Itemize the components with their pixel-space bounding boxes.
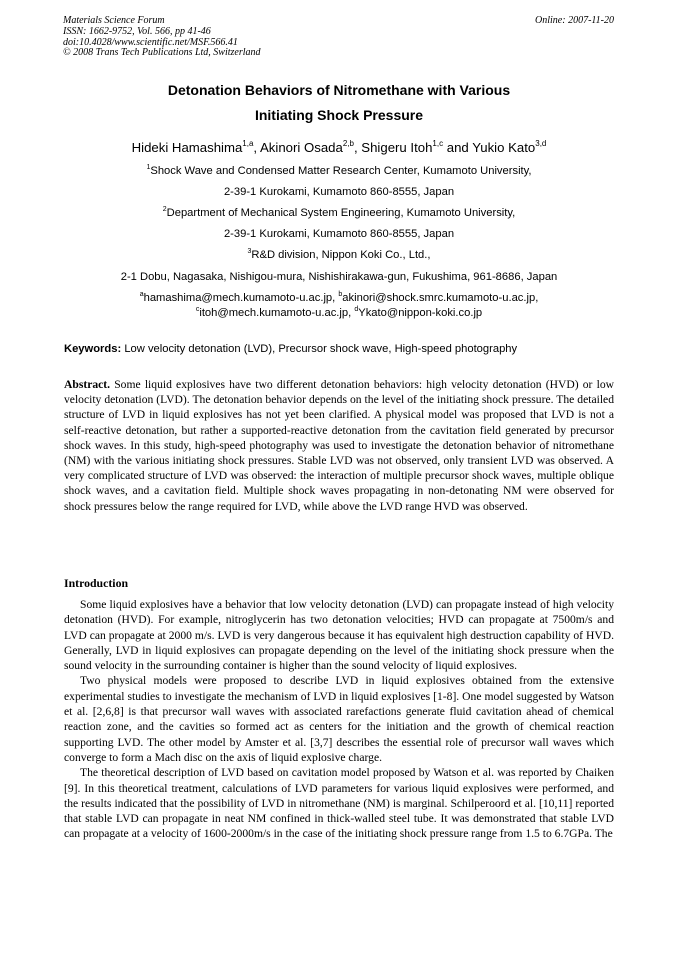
issn-line: ISSN: 1662-9752, Vol. 566, pp 41-46 [63,25,211,37]
keywords-text: Low velocity detonation (LVD), Precursor shock wave, High-speed photography [124,343,518,355]
journal-name: Materials Science Forum [63,15,165,26]
paper-title-line-2: Initiating Shock Pressure [254,107,424,123]
keywords-label: Keywords: [64,343,122,355]
affiliation-3-line-2: 2-1 Dobu, Nagasaka, Nishigou-mura, Nishishirakawa-gun, Fukushima, 961-8686, Japan [120,271,558,283]
email-address[interactable]: Ykato@nippon-koki.co.jp [358,307,483,319]
author-name: Hideki Hamashima [131,140,243,155]
affiliation-text: R&D division, Nippon Koki Co., Ltd., [251,249,431,261]
affiliation-text: Department of Mechanical System Engineering, Kumamoto University, [166,207,516,219]
abstract [64,377,614,514]
email-line-2 [0,307,678,319]
email-marker: a [139,291,144,298]
email-address[interactable]: itoh@mech.kumamoto-u.ac.jp, [199,307,352,319]
email-marker: d [354,306,359,313]
journal-header [63,16,261,59]
affiliation-number: 1 [146,164,151,171]
abstract-text: Some liquid explosives have two different detonation behaviors: high velocity detonation (HVD) or low velocity detonation (LVD). The detonation behavior depends on the level of the initiating shock pressure. The detailed structure of LVD in liquid explosives has not yet been clarified. A physical model was proposed that LVD is not a self-reactive detonation, but rather a supported-reactive detonation from the cavitation field generated by precursor shock waves. In this study, high-speed photography was used to investigate the detonation behavior of nitromethane (NM) with the various initiating shock pressures. Stable LVD was not observed, only transient LVD was observed. A very complicated structure of LVD was observed: the interaction of multiple precursor shock waves, multiple oblique shock waves, and a cavitation field. Multiple shock waves propagating in non-detonating NM were observed for shock pressures below the range required for LVD, while above the LVD range HVD was observed. [64,378,614,513]
doi-line: doi:10.4028/www.scientific.net/MSF.566.41 [63,36,238,48]
email-line-1 [0,292,678,304]
email-marker: b [338,291,343,298]
author-affiliation-marker: 1,a [242,139,254,148]
author-affiliation-marker: 1,c [432,139,444,148]
keywords [64,343,517,355]
affiliation-3-line-1 [0,249,678,261]
author-name: Akinori Osada [260,140,343,155]
author-name: Shigeru Itoh [361,140,433,155]
author-affiliation-marker: 2,b [342,139,354,148]
paragraph: Some liquid explosives have a behavior that low velocity detonation (LVD) can propagate instead of high velocity detonation (HVD). For example, nitroglycerin has two detonation velocities; HVD can propagate at 7500m/s and LVD can propagate at 2000 m/s. LVD is very dangerous because it has equivalent high destruction capability of HVD. Generally, LVD in liquid explosives can propagate depending on the level of the initiating shock pressure when the sound velocity in the surrounding container is higher than the sound velocity of liquid explosives. [64,598,614,673]
email-address[interactable]: hamashima@mech.kumamoto-u.ac.jp, [143,292,336,304]
author-affiliation-marker: 3,d [535,139,547,148]
online-date: Online: 2007-11-20 [535,15,614,26]
author-separator: , [253,140,261,155]
author-list [0,140,678,155]
affiliation-2-line-1 [0,207,678,219]
author-separator: and [443,140,473,155]
affiliation-number: 3 [247,248,252,255]
paragraph: The theoretical description of LVD based on cavitation model proposed by Watson et al. was reported by Chaiken [9]. In this theoretical treatment, calculations of LVD parameters for various liquid explosives were performed, and the results indicated that the possibility of LVD in nitromethane (NM) is marginal. Schilperoord et al. [10,11] reported that stable LVD can propagate in neat NM confined in thick-walled steel tube. It was demonstrated that stable LVD can propagate at a velocity of 1600-2000m/s in the case of the initiating shock pressure range from 1.5 to 6.7GPa. The [64,766,614,841]
paragraph: Two physical models were proposed to describe LVD in liquid explosives obtained from the extensive experimental studies to investigate the mechanism of LVD in liquid explosives [1-8]. One model suggested by Watson et al. [2,6,8] is that precursor wall waves with associated rarefactions generate fluid cavitation ahead of chemical reaction zone, and the cavities so formed act as centers for the initiation and the growth of chemical reaction supporting LVD. The other model by Amster et al. [3,7] describes the essential role of precursor wall waves which converge to form a Mach disc on the axis of liquid explosive charge. [64,674,614,764]
paper-title-line-1: Detonation Behaviors of Nitromethane with Various [167,82,511,98]
author-separator: , [353,140,362,155]
introduction-body [64,597,614,842]
affiliation-text: Shock Wave and Condensed Matter Research Center, Kumamoto University, [150,165,532,177]
section-heading-introduction: Introduction [64,576,129,590]
abstract-label: Abstract. [64,378,111,391]
affiliation-1-line-1 [0,165,678,177]
author-name: Yukio Kato [472,140,536,155]
email-address[interactable]: akinori@shock.smrc.kumamoto-u.ac.jp, [342,292,539,304]
affiliation-number: 2 [162,206,167,213]
affiliation-2-line-2: 2-39-1 Kurokami, Kumamoto 860-8555, Japan [223,228,455,240]
affiliation-1-line-2: 2-39-1 Kurokami, Kumamoto 860-8555, Japan [223,186,455,198]
copyright-line: © 2008 Trans Tech Publications Ltd, Switzerland [63,47,261,59]
email-marker: c [195,306,200,313]
